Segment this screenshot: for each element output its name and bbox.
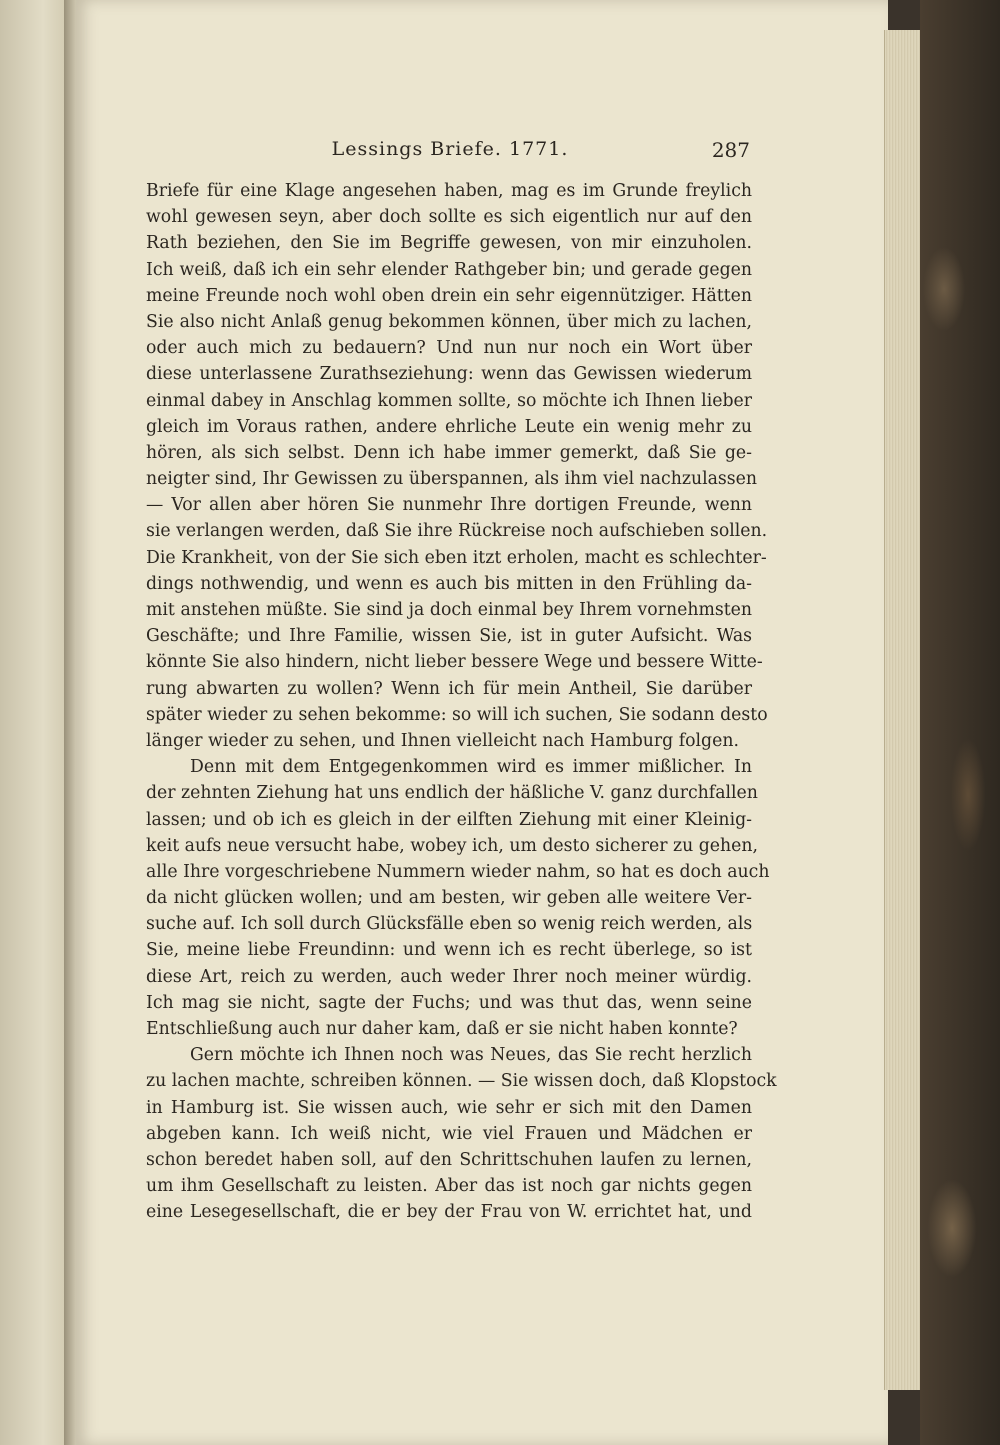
text-line: gleich im Voraus rathen, andere ehrliche Leute ein wenig mehr zu <box>146 416 752 437</box>
text-line: sie verlangen werden, daß Sie ihre Rückreise noch aufschieben sollen. <box>146 521 768 542</box>
text-line: schon beredet haben soll, auf den Schrittschuhen laufen zu lernen, <box>146 1149 752 1170</box>
text-line: Entschließung auch nur daher kam, daß er sie nicht haben konnte? <box>146 1019 738 1039</box>
running-head-title: Lessings Briefe. 1771. <box>331 138 569 160</box>
text-line: diese unterlassene Zurathseziehung: wenn das Gewissen wiederum <box>146 364 752 385</box>
text-line: rung abwarten zu wollen? Wenn ich für mein Antheil, Sie darüber <box>146 678 752 699</box>
text-line: abgeben kann. Ich weiß nicht, wie viel Frauen und Mädchen er <box>146 1123 752 1144</box>
text-line: in Hamburg ist. Sie wissen auch, wie sehr er sich mit den Damen <box>146 1097 752 1118</box>
left-page-edge <box>0 0 72 1445</box>
text-line: alle Ihre vorgeschriebene Nummern wieder nahm, so hat es doch auch <box>146 861 770 882</box>
text-line: Rath beziehen, den Sie im Begriffe gewesen, von mir einzuholen. <box>146 233 752 254</box>
text-line: meine Freunde noch wohl oben drein ein sehr eigennütziger. Hätten <box>146 285 752 306</box>
text-line: hören, als sich selbst. Denn ich habe immer gemerkt, daß Sie ge- <box>146 442 752 463</box>
text-line: — Vor allen aber hören Sie nunmehr Ihre dortigen Freunde, wenn <box>146 495 752 516</box>
text-line: lassen; und ob ich es gleich in der eilften Ziehung mit einer Kleinig- <box>146 809 752 830</box>
text-line: Ich mag sie nicht, sagte der Fuchs; und was thut das, wenn seine <box>146 992 752 1013</box>
text-line: um ihm Gesellschaft zu leisten. Aber das ist noch gar nichts gegen <box>146 1176 752 1197</box>
text-line: Geschäfte; und Ihre Familie, wissen Sie, ist in guter Aufsicht. Was <box>146 626 752 647</box>
text-line: Die Krankheit, von der Sie sich eben itzt erholen, macht es schlechter- <box>146 547 767 568</box>
text-line: Ich weiß, daß ich ein sehr elender Rathgeber bin; und gerade gegen <box>146 259 752 280</box>
text-line: dings nothwendig, und wenn es auch bis mitten in den Frühling da- <box>146 573 752 594</box>
text-line: wohl gewesen seyn, aber doch sollte es sich eigentlich nur auf den <box>146 207 752 228</box>
text-line: zu lachen machte, schreiben können. — Sie wissen doch, daß Klopstock <box>146 1071 777 1092</box>
page-edges <box>884 30 925 1390</box>
text-line: keit aufs neue versucht habe, wobey ich, um desto sicherer zu gehen, <box>146 835 759 856</box>
text-line: Sie also nicht Anlaß genug bekommen können, über mich zu lachen, <box>146 311 752 332</box>
text-line: später wieder zu sehen bekomme: so will ich suchen, Sie sodann desto <box>146 704 768 725</box>
running-head <box>150 138 750 168</box>
text-line: der zehnten Ziehung hat uns endlich der häßliche V. ganz durchfallen <box>146 783 758 804</box>
text-line: eine Lesegesellschaft, die er bey der Frau von W. errichtet hat, und <box>146 1202 752 1223</box>
text-line: suche auf. Ich soll durch Glücksfälle eben so wenig reich werden, als <box>146 914 753 935</box>
text-line: könnte Sie also hindern, nicht lieber bessere Wege und bessere Witte- <box>146 652 763 673</box>
marbled-cover <box>920 0 1000 1445</box>
text-line: neigter sind, Ihr Gewissen zu überspannen, als ihm viel nachzulassen <box>146 469 758 490</box>
text-line: Briefe für eine Klage angesehen haben, mag es im Grunde freylich <box>146 181 752 201</box>
text-line: länger wieder zu sehen, und Ihnen vielleicht nach Hamburg folgen. <box>146 730 739 751</box>
text-line: Sie, meine liebe Freundinn: und wenn ich es recht überlege, so ist <box>146 940 752 961</box>
text-line: einmal dabey in Anschlag kommen sollte, so möchte ich Ihnen lieber <box>146 390 752 411</box>
text-line: mit anstehen müßte. Sie sind ja doch einmal bey Ihrem vornehmsten <box>146 600 752 620</box>
page-number: 287 <box>711 138 750 162</box>
text-line: oder auch mich zu bedauern? Und nun nur noch ein Wort über <box>146 338 752 359</box>
text-line: Gern möchte ich Ihnen noch was Neues, das Sie recht herzlich <box>190 1045 752 1066</box>
text-line: da nicht glücken wollen; und am besten, wir geben alle weitere Ver- <box>146 888 752 909</box>
text-line: diese Art, reich zu werden, auch weder Ihrer noch meiner würdig. <box>146 966 752 987</box>
body-text <box>146 178 777 1226</box>
text-line: Denn mit dem Entgegenkommen wird es immer mißlicher. In <box>190 757 752 778</box>
